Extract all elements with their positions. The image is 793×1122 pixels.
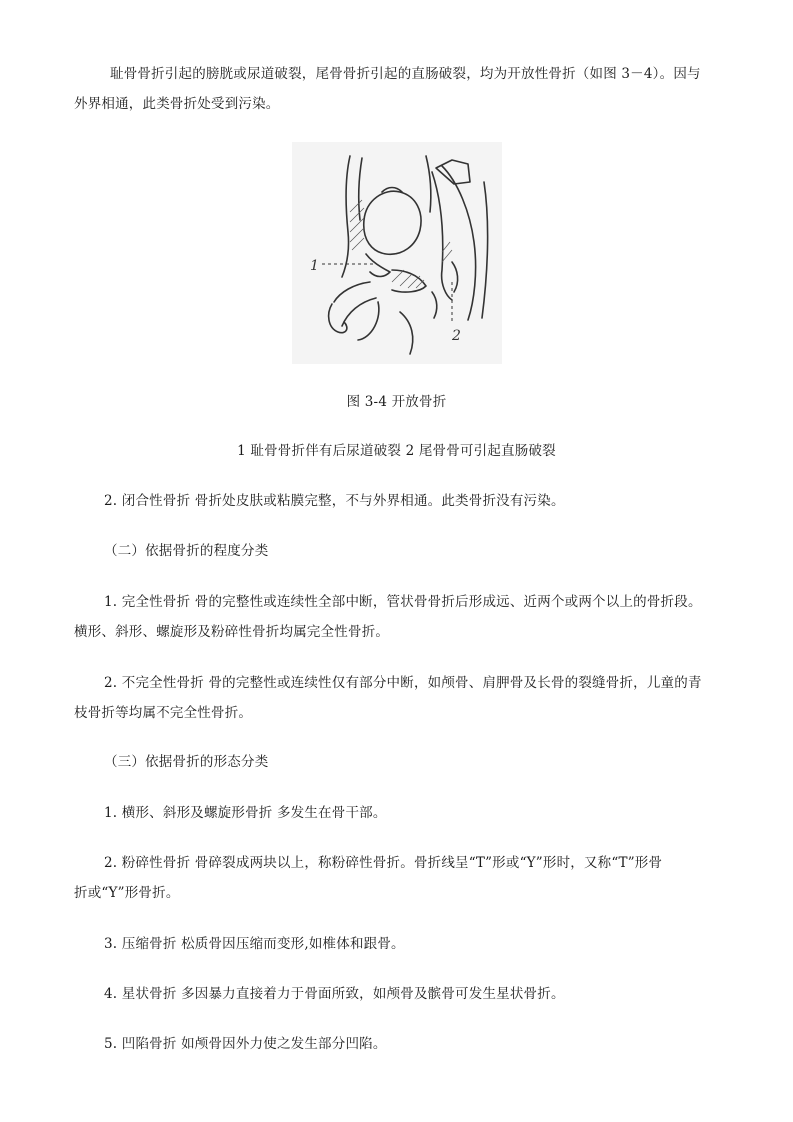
paragraph-depressed-fracture: 5. 凹陷骨折 如颅骨因外力使之发生部分凹陷。 [104,1036,387,1052]
paragraph-comminuted-fracture-line-2: 折或“Y”形骨折。 [74,885,180,901]
figure-rectum [432,172,452,300]
figure-sacrum [442,166,476,320]
paragraph-stellate-fracture: 4. 星状骨折 多因暴力直接着力于骨面所致，如颅骨及髌骨可发生星状骨折。 [104,986,565,1002]
figure-outline-left [342,156,350,277]
figure-illustration [292,142,502,364]
figure-label-1: 1 [310,258,319,274]
figure-scrotum [358,302,379,340]
figure-coccyx [452,262,458,292]
figure-penis-top [334,282,370,302]
paragraph-comminuted-fracture-line-1: 2. 粉碎性骨折 骨碎裂成两块以上，称粉碎性骨折。骨折线呈“T”形或“Y”形时，又称“T”形骨 [104,855,663,871]
figure-spine-right [482,182,488,318]
figure-pubis [366,254,390,277]
figure-label-2: 2 [452,328,461,344]
paragraph-closed-fracture: 2. 闭合性骨折 骨折处皮肤或粘膜完整，不与外界相通。此类骨折没有污染。 [104,493,565,509]
heading-by-degree: （二）依据骨折的程度分类 [104,543,269,559]
paragraph-compression-fracture: 3. 压缩骨折 松质骨因压缩而变形,如椎体和跟骨。 [104,936,405,952]
figure-prostate [392,270,426,292]
paragraph-complete-fracture-line-1: 1. 完全性骨折 骨的完整性或连续性全部中断，管状骨骨折后形成远、近两个或两个以上的骨折段。 [104,594,702,610]
paragraph-incomplete-fracture-line-2: 枝骨折等均属不完全性骨折。 [74,705,253,721]
paragraph-1-line-2: 外界相通，此类骨折处受到污染。 [74,96,280,112]
paragraph-transverse-fracture: 1. 横形、斜形及螺旋形骨折 多发生在骨干部。 [104,805,387,821]
paragraph-incomplete-fracture-line-1: 2. 不完全性骨折 骨的完整性或连续性仅有部分中断，如颅骨、肩胛骨及长骨的裂缝骨折，儿童的青 [104,675,702,691]
figure-open-fracture [292,142,502,364]
heading-by-shape: （三）依据骨折的形态分类 [104,754,269,770]
figure-lower-contour [400,312,413,354]
figure-penis-bottom [342,298,376,326]
figure-anal [432,292,437,318]
paragraph-complete-fracture-line-2: 横形、斜形、螺旋形及粉碎性骨折均属完全性骨折。 [74,624,390,640]
figure-caption: 图 3-4 开放骨折 [346,394,447,410]
figure-spine-left [426,156,431,212]
paragraph-1-line-1: 耻骨骨折引起的膀胱或尿道破裂，尾骨骨折引起的直肠破裂，均为开放性骨折（如图 3－4）。因与 [110,66,701,82]
figure-penis-tip [329,304,347,333]
figure-subcaption: 1 耻骨骨折伴有后尿道破裂 2 尾骨骨可引起直肠破裂 [237,443,556,459]
figure-bladder [364,191,421,254]
